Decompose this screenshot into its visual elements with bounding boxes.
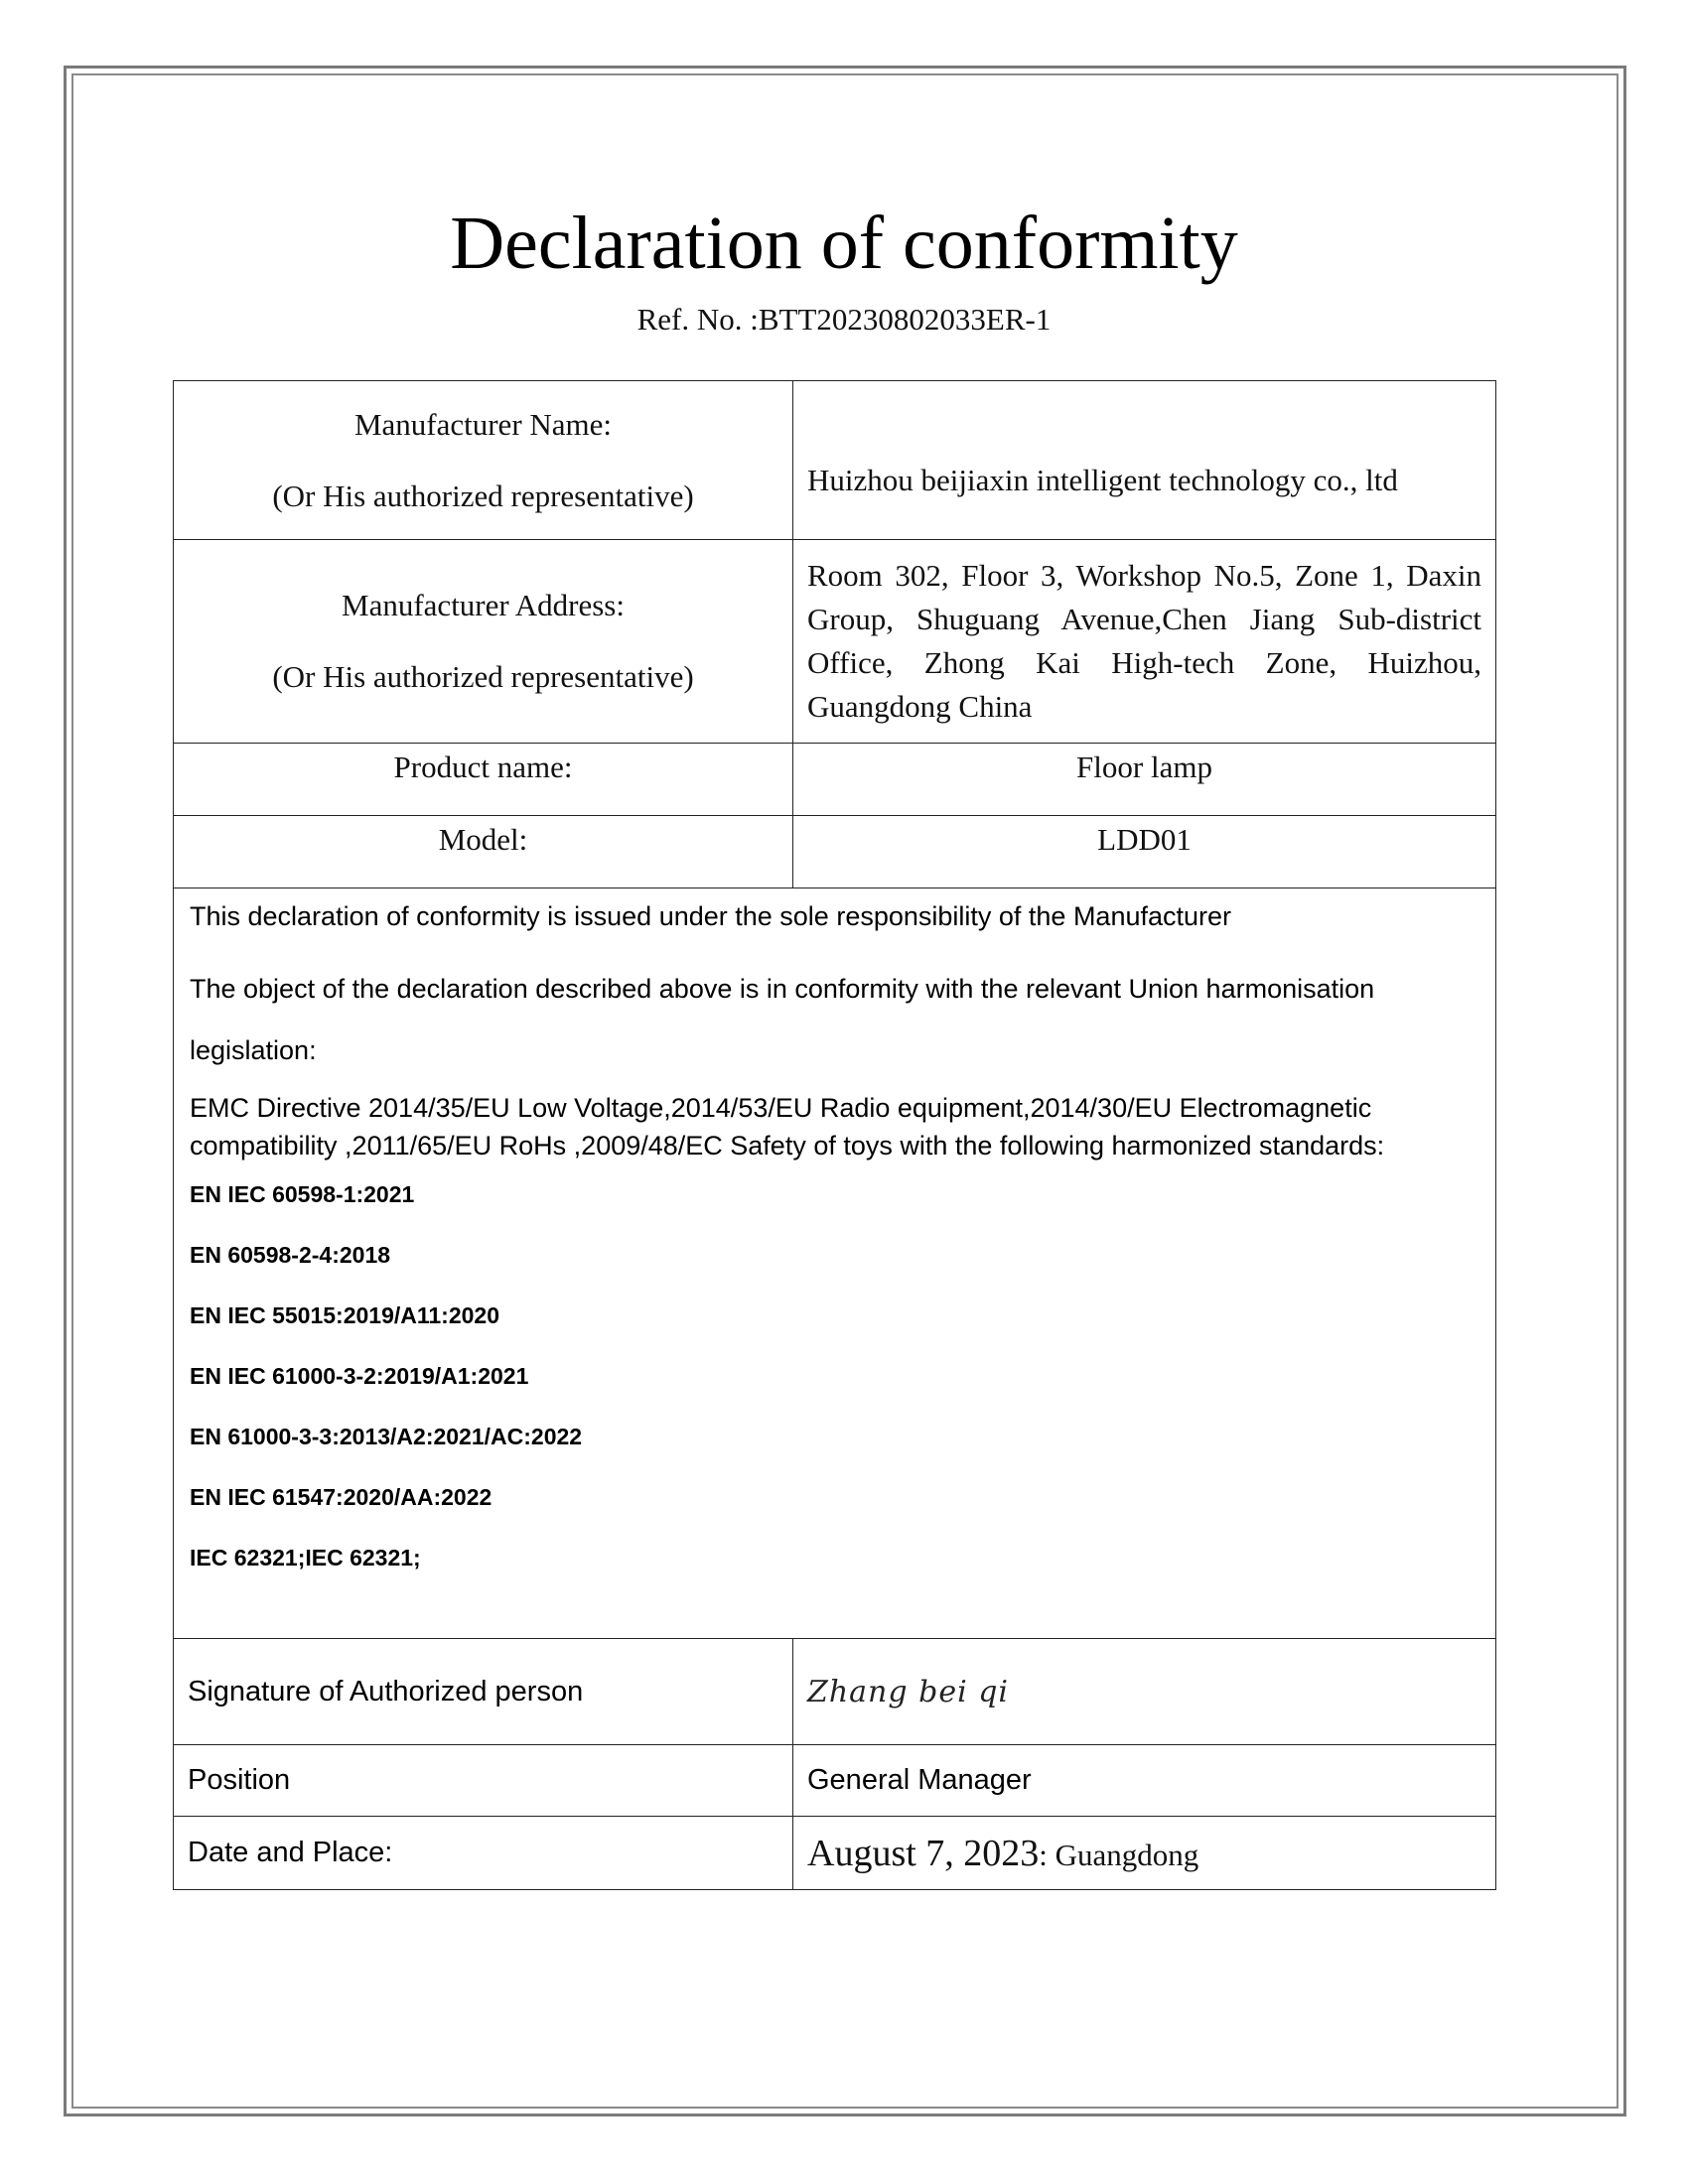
manufacturer-address-label: Manufacturer Address: (342, 588, 625, 622)
ref-value: BTT20230802033ER-1 (758, 302, 1052, 337)
declaration-conformity: The object of the declaration described above is in conformity with the relevant Union harmonisation legislation: (190, 974, 1375, 1065)
manufacturer-name-label: Manufacturer Name: (353, 406, 613, 442)
model-label: Model: (174, 816, 793, 888)
product-name-label: Product name: (174, 744, 793, 816)
product-name-value: Floor lamp (793, 744, 1496, 816)
model-row (174, 816, 1496, 888)
manufacturer-name-label-cell (174, 381, 793, 540)
reference-number (0, 302, 1688, 338)
ref-label: Ref. No. : (636, 302, 759, 337)
signature-label: Signature of Authorized person (174, 1639, 793, 1745)
position-label: Position (174, 1745, 793, 1817)
declaration-table (173, 380, 1496, 1890)
position-row (174, 1745, 1496, 1817)
declaration-directives: EMC Directive 2014/35/EU Low Voltage,2014/53/EU Radio equipment,2014/30/EU Electromagnetic compatibility ,2011/65/EU RoHs ,2009/48/EC Safety of toys with the following harmonized standards: (190, 1093, 1385, 1160)
manufacturer-address-value-cell (793, 540, 1496, 744)
standard-item: EN 61000-3-3:2013/A2:2021/AC:2022 (190, 1424, 583, 1449)
manufacturer-address-row (174, 540, 1496, 744)
standard-item: EN IEC 61000-3-2:2019/A1:2021 (190, 1363, 529, 1389)
signature-value-cell (793, 1639, 1496, 1745)
standard-item: EN IEC 61547:2020/AA:2022 (190, 1484, 492, 1510)
date-place-row (174, 1817, 1496, 1890)
standard-item: EN IEC 55015:2019/A11:2020 (190, 1302, 499, 1328)
declaration-responsibility: This declaration of conformity is issued under the sole responsibility of the Manufacturer (190, 901, 1232, 931)
manufacturer-name-value: Huizhou beijiaxin intelligent technology co., ltd (807, 463, 1398, 497)
position-value: General Manager (793, 1745, 1496, 1817)
manufacturer-address-label-cell (174, 540, 793, 744)
date-place-value-cell (793, 1817, 1496, 1890)
manufacturer-name-sublabel: (Or His authorized representative) (272, 478, 694, 513)
declaration-row (174, 888, 1496, 1639)
manufacturer-name-value-cell (793, 381, 1496, 540)
place-value: : Guangdong (1039, 1837, 1199, 1872)
signature-row (174, 1639, 1496, 1745)
declaration-cell (174, 888, 1496, 1639)
date-value: August 7, 2023 (807, 1832, 1040, 1874)
standard-item: IEC 62321;IEC 62321; (190, 1545, 421, 1570)
date-place-label: Date and Place: (174, 1817, 793, 1890)
manufacturer-name-row (174, 381, 1496, 540)
standard-item: EN IEC 60598-1:2021 (190, 1181, 415, 1207)
manufacturer-address-sublabel: (Or His authorized representative) (272, 659, 694, 694)
model-value: LDD01 (793, 816, 1496, 888)
document-title: Declaration of conformity (450, 202, 1238, 285)
product-name-row (174, 744, 1496, 816)
standard-item: EN 60598-2-4:2018 (190, 1242, 391, 1268)
handwritten-signature: Zhang bei qi (807, 1675, 1010, 1709)
manufacturer-address-value: Room 302, Floor 3, Workshop No.5, Zone 1, Daxin Group, Shuguang Avenue,Chen Jiang Sub-district Office, Zhong Kai High-tech Zone, Huizhou, Guangdong China (807, 558, 1481, 724)
